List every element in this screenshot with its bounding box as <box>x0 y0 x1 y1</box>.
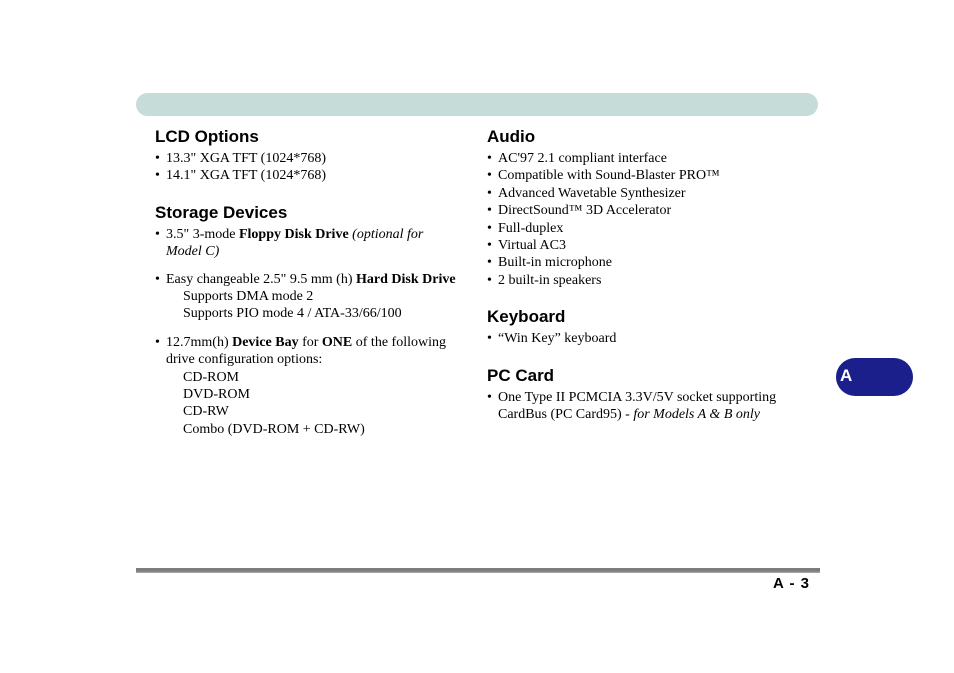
hdd-bold: Hard Disk Drive <box>356 271 456 287</box>
lcd-options-heading: LCD Options <box>155 127 259 146</box>
hdd-sub-1: Supports DMA mode 2 <box>183 289 314 305</box>
floppy-bold: Floppy Disk Drive <box>238 226 349 242</box>
list-item: • AC'97 2.1 compliant interface <box>487 150 807 167</box>
pc-card-line2 <box>498 406 807 423</box>
bay-sub-2: DVD-ROM <box>183 387 250 403</box>
pc-card-line2-note: for Models A & B only <box>633 407 760 423</box>
header-bar <box>136 93 818 116</box>
list-item: • Advanced Wavetable Synthesizer <box>487 185 807 202</box>
bay-bold-1: Device Bay <box>232 334 299 350</box>
device-bay-item <box>155 334 470 369</box>
list-item: • Virtual AC3 <box>487 237 807 254</box>
list-item: • 13.3" XGA TFT (1024*768) <box>155 150 470 167</box>
right-column <box>487 126 807 423</box>
appendix-tab-letter: A <box>840 366 853 385</box>
hdd-sub-2: Supports PIO mode 4 / ATA-33/66/100 <box>183 306 402 322</box>
list-item: • Full-duplex <box>487 220 807 237</box>
pc-card-line2-text: CardBus (PC Card95) - <box>498 407 634 423</box>
list-item: • Built-in microphone <box>487 254 807 271</box>
list-item: • 14.1" XGA TFT (1024*768) <box>155 167 470 184</box>
pc-card-heading: PC Card <box>487 365 555 385</box>
hdd-item <box>155 271 470 288</box>
list-item: • “Win Key” keyboard <box>487 330 807 347</box>
floppy-item <box>155 226 470 261</box>
page-number: A - 3 <box>773 575 810 592</box>
bay-text-pre: 12.7mm(h) <box>166 334 233 350</box>
footer-divider <box>136 568 820 573</box>
floppy-note-cont: Model C) <box>166 244 220 260</box>
left-column <box>155 126 470 438</box>
bay-sub-4: Combo (DVD-ROM + CD-RW) <box>183 421 365 437</box>
bay-text-mid: for <box>298 334 322 350</box>
list-item: • 2 built-in speakers <box>487 272 807 289</box>
bay-bold-2: ONE <box>321 334 353 350</box>
lcd-options-list <box>155 150 470 185</box>
hdd-text: Easy changeable 2.5" 9.5 mm (h) <box>166 271 356 287</box>
keyboard-heading: Keyboard <box>487 307 566 327</box>
pc-card-list <box>487 389 807 424</box>
list-item: • DirectSound™ 3D Accelerator <box>487 202 807 219</box>
storage-devices-heading: Storage Devices <box>155 202 288 222</box>
bay-text-post: of the following <box>352 334 446 350</box>
bay-sub-1: CD-ROM <box>183 369 240 385</box>
floppy-note: (optional for <box>352 226 424 242</box>
bay-text-line2: drive configuration options: <box>166 352 323 368</box>
bay-sub-3: CD-RW <box>183 404 229 420</box>
pc-card-line1: One Type II PCMCIA 3.3V/5V socket supporting <box>498 389 777 405</box>
audio-list <box>487 150 807 289</box>
keyboard-list <box>487 330 807 347</box>
pc-card-item <box>487 389 807 424</box>
storage-devices-list <box>155 226 470 288</box>
device-bay-list <box>155 334 470 369</box>
audio-heading: Audio <box>487 127 536 146</box>
list-item: • Compatible with Sound-Blaster PRO™ <box>487 167 807 184</box>
floppy-text: 3.5" 3-mode <box>166 226 239 242</box>
